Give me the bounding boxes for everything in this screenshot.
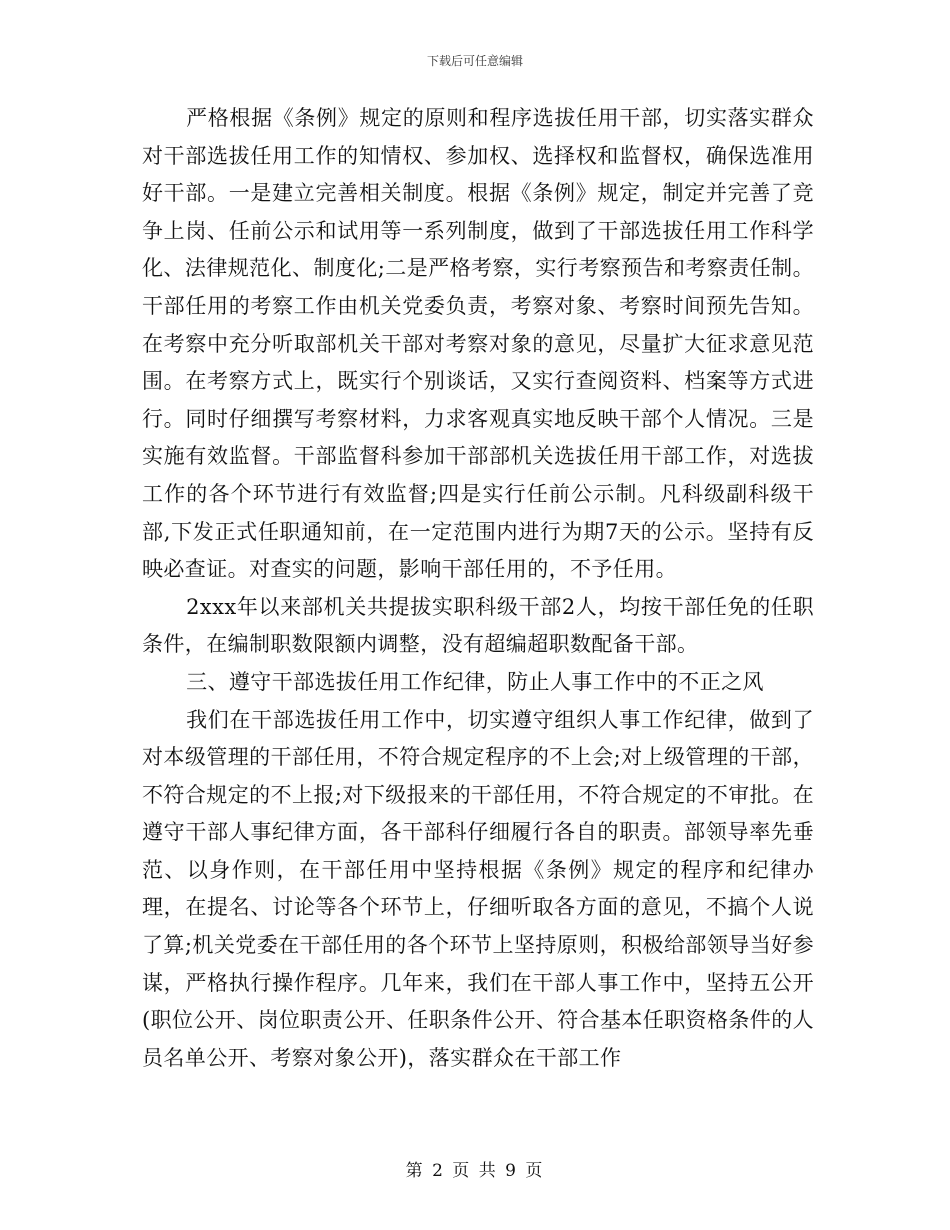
page-footer: 第 2 页 共 9 页 [405, 1161, 545, 1181]
page-header: 下载后可任意编辑 [426, 54, 523, 68]
paragraph-promotions: 2xxx年以来部机关共提拔实职科级干部2人，均按干部任免的任职条件，在编制职数限额内调整，没有超编超职数配备干部。 [142, 594, 814, 657]
document-body [142, 100, 814, 1077]
paragraph-selection-rules: 严格根据《条例》规定的原则和程序选拔任用干部，切实落实群众对干部选拔任用工作的知情权、参加权、选择权和监督权，确保选准用好干部。一是建立完善相关制度。根据《条例》规定，制定并完善了竞争上岗、任前公示和试用等一系列制度，做到了干部选拔任用工作科学化、法律规范化、制度化;二是严格考察，实行考察预告和考察责任制。干部任用的考察工作由机关党委负责，考察对象、考察时间预先告知。在考察中充分听取部机关干部对考察对象的意见，尽量扩大征求意见范围。在考察方式上，既实行个别谈话，又实行查阅资料、档案等方式进行。同时仔细撰写考察材料，力求客观真实地反映干部个人情况。三是实施有效监督。干部监督科参加干部部机关选拔任用干部工作，对选拔工作的各个环节进行有效监督;四是实行任前公示制。凡科级副科级干部,下发正式任职通知前，在一定范围内进行为期7天的公示。坚持有反映必查证。对查实的问题，影响干部任用的，不予任用。 [142, 106, 814, 582]
section-heading: 三、遵守干部选拔任用工作纪律，防止人事工作中的不正之风 [186, 669, 764, 694]
paragraph-discipline: 我们在干部选拔任用工作中，切实遵守组织人事工作纪律，做到了对本级管理的干部任用，不符合规定程序的不上会;对上级管理的干部，不符合规定的不上报;对下级报来的干部任用，不符合规定的不审批。在遵守干部人事纪律方面，各干部科仔细履行各自的职责。部领导率先垂范、以身作则，在干部任用中坚持根据《条例》规定的程序和纪律办理，在提名、讨论等各个环节上，仔细听取各方面的意见，不搞个人说了算;机关党委在干部任用的各个环节上坚持原则，积极给部领导当好参谋，严格执行操作程序。几年来，我们在干部人事工作中，坚持五公开(职位公开、岗位职责公开、任职条件公开、符合基本任职资格条件的人员名单公开、考察对象公开)，落实群众在干部工作 [142, 707, 814, 1070]
